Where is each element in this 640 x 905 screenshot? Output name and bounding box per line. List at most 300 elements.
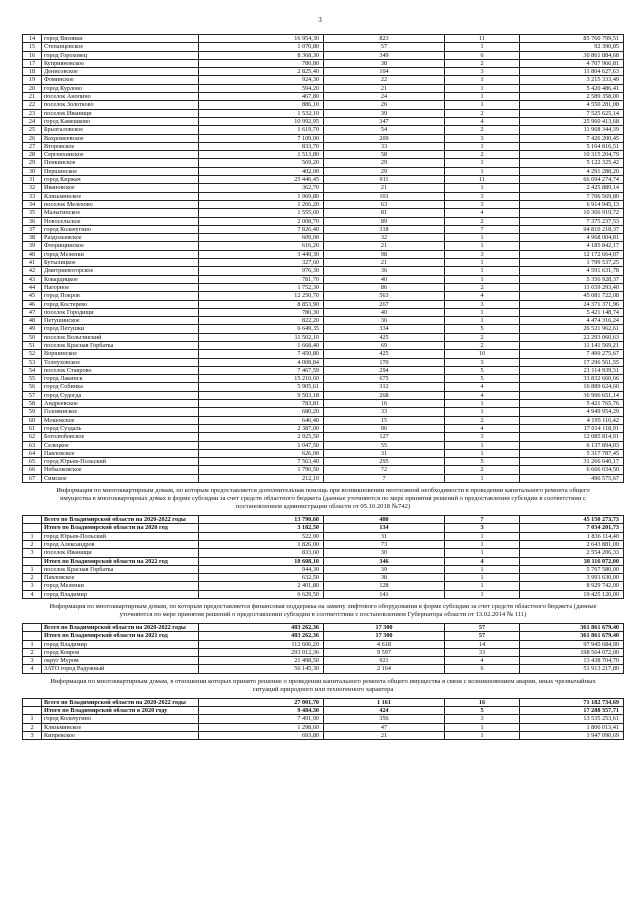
houses-count: 3 (445, 524, 520, 532)
residents-count: 318 (324, 225, 445, 233)
houses-count: 1 (445, 101, 520, 109)
houses-count: 2 (445, 217, 520, 225)
area-value: 25 446,45 (199, 176, 324, 184)
residents-count: 57 (324, 43, 445, 51)
table-row (23, 657, 624, 665)
cost-value: 4 291 288,20 (520, 167, 624, 175)
residents-count: 55 (324, 441, 445, 449)
row-number: 3 (23, 549, 42, 557)
cost-value: 12 172 664,07 (520, 250, 624, 258)
municipality-name: город Камешково (42, 117, 199, 125)
municipality-name: город Гороховец (42, 51, 199, 59)
municipality-name: Итого по Владимирской области на 2022 год (42, 557, 199, 565)
row-number (23, 707, 42, 715)
municipality-name: город Курлово (42, 84, 199, 92)
residents-count: 21 (324, 731, 445, 739)
table-row (23, 474, 624, 482)
area-value: 112 606,20 (199, 640, 324, 648)
municipality-name: поселок Ставрово (42, 366, 199, 374)
area-value: 1 790,50 (199, 466, 324, 474)
houses-count: 1 (445, 449, 520, 457)
row-number: 63 (23, 441, 42, 449)
residents-count: 911 (324, 176, 445, 184)
table-row (23, 648, 624, 656)
area-value: 27 001,70 (199, 698, 324, 706)
residents-count: 268 (324, 391, 445, 399)
houses-count: 1 (445, 275, 520, 283)
houses-count: 4 (445, 383, 520, 391)
houses-count: 1 (445, 574, 520, 582)
residents-count: 101 (324, 192, 445, 200)
houses-count: 1 (445, 43, 520, 51)
houses-count: 4 (445, 292, 520, 300)
residents-count: 31 (324, 532, 445, 540)
houses-count: 1 (445, 93, 520, 101)
municipality-name: поселок Анопино (42, 93, 199, 101)
row-number: 50 (23, 333, 42, 341)
cost-value: 10 315 204,79 (520, 151, 624, 159)
residents-count: 36 (324, 267, 445, 275)
houses-count: 5 (445, 366, 520, 374)
area-value: 362,70 (199, 184, 324, 192)
row-number: 60 (23, 416, 42, 424)
residents-count: 346 (324, 557, 445, 565)
cost-value: 5 164 816,51 (520, 142, 624, 150)
municipality-name: Всего по Владимирской области на 2020-2022 годы (42, 624, 199, 632)
residents-count: 38 (324, 574, 445, 582)
residents-count: 33 (324, 142, 445, 150)
area-value: 9 503,18 (199, 391, 324, 399)
cost-value: 25 960 413,68 (520, 117, 624, 125)
area-value: 976,30 (199, 267, 324, 275)
residents-count: 425 (324, 350, 445, 358)
section-note-1: Информация по многоквартирным домам, по которым предоставляется дополнительная помощь при возникновении неотложной необходимости в проведении капитального ремонта общего имущества в многоквартирных домах в форме субсидии за счет средств областного бюджета (данные уточняются по мере принятия решений о предоставлении субсидии в соответствии с постановлением администрации области от 05.10.2018 №742) (56, 487, 590, 511)
row-number: 55 (23, 375, 42, 383)
houses-count: 16 (445, 698, 520, 706)
row-number: 3 (23, 582, 42, 590)
cost-value: 94 810 218,37 (520, 225, 624, 233)
residents-count: 17 300 (324, 632, 445, 640)
row-number: 1 (23, 532, 42, 540)
row-number: 2 (23, 723, 42, 731)
area-value: 21 498,50 (199, 657, 324, 665)
houses-count: 4 (445, 424, 520, 432)
cost-value: 7 706 569,80 (520, 192, 624, 200)
houses-count: 1 (445, 259, 520, 267)
houses-count: 3 (445, 250, 520, 258)
houses-count: 6 (445, 665, 520, 673)
municipality-name: Раздольевское (42, 234, 199, 242)
municipality-name: город Петушки (42, 325, 199, 333)
row-number: 4 (23, 665, 42, 673)
table-row (23, 109, 624, 117)
cost-value: 2 554 206,33 (520, 549, 624, 557)
area-value: 467,80 (199, 93, 324, 101)
table-row (23, 408, 624, 416)
area-value: 402,00 (199, 167, 324, 175)
table-row (23, 549, 624, 557)
table-row (23, 84, 624, 92)
municipality-name: Новосельское (42, 217, 199, 225)
area-value: 7 467,59 (199, 366, 324, 374)
cost-value: 17 014 118,91 (520, 424, 624, 432)
area-value: 646,40 (199, 416, 324, 424)
houses-count: 6 (445, 51, 520, 59)
municipality-name: Куприяновское (42, 59, 199, 67)
cost-value: 21 114 939,31 (520, 366, 624, 374)
area-value: 1 266,20 (199, 200, 324, 208)
cost-value: 6 666 034,50 (520, 466, 624, 474)
area-value: 1 513,80 (199, 151, 324, 159)
row-number: 54 (23, 366, 42, 374)
row-number: 46 (23, 300, 42, 308)
municipality-name: Всего по Владимирской области на 2020-2022 годы (42, 698, 199, 706)
houses-count: 3 (445, 433, 520, 441)
section-table-1 (22, 515, 624, 599)
area-value: 1 619,70 (199, 126, 324, 134)
row-number: 3 (23, 657, 42, 665)
municipality-name: Пенкинское (42, 159, 199, 167)
area-value: 1 752,30 (199, 283, 324, 291)
table-row (23, 209, 624, 217)
residents-count: 347 (324, 117, 445, 125)
table-row (23, 350, 624, 358)
total-row (23, 707, 624, 715)
area-value: 822,20 (199, 317, 324, 325)
cost-value: 1 799 537,25 (520, 259, 624, 267)
table-row (23, 341, 624, 349)
houses-count: 1 (445, 731, 520, 739)
area-value: 2 401,80 (199, 582, 324, 590)
area-value: 2 008,70 (199, 217, 324, 225)
table-row (23, 93, 624, 101)
houses-count: 4 (445, 657, 520, 665)
houses-count: 1 (445, 167, 520, 175)
cost-value: 1 806 013,41 (520, 723, 624, 731)
area-value: 7 450,80 (199, 350, 324, 358)
residents-count: 334 (324, 325, 445, 333)
municipality-name: Итого по Владимирской области в 2020 году (42, 707, 199, 715)
area-value: 626,00 (199, 449, 324, 457)
table-row (23, 43, 624, 51)
residents-count: 563 (324, 292, 445, 300)
table-row (23, 590, 624, 598)
row-number (23, 524, 42, 532)
area-value: 10 608,10 (199, 557, 324, 565)
row-number: 58 (23, 400, 42, 408)
area-value: 944,30 (199, 565, 324, 573)
houses-count: 11 (445, 35, 520, 43)
municipality-name: город Кольчугино (42, 225, 199, 233)
houses-count: 1 (445, 142, 520, 150)
residents-count: 30 (324, 549, 445, 557)
residents-count: 39 (324, 565, 445, 573)
row-number: 36 (23, 217, 42, 225)
table-row (23, 383, 624, 391)
table-row (23, 317, 624, 325)
residents-count: 7 (324, 474, 445, 482)
houses-count: 3 (445, 358, 520, 366)
row-number: 3 (23, 731, 42, 739)
total-row (23, 557, 624, 565)
cost-value: 7 034 201,73 (520, 524, 624, 532)
cost-value: 17 288 357,71 (520, 707, 624, 715)
cost-value: 6 137 894,03 (520, 441, 624, 449)
residents-count: 98 (324, 250, 445, 258)
row-number (23, 557, 42, 565)
row-number: 67 (23, 474, 42, 482)
row-number: 65 (23, 458, 42, 466)
area-value: 783,81 (199, 400, 324, 408)
table-row (23, 126, 624, 134)
municipality-name: Селецкое (42, 441, 199, 449)
area-value: 483 262,36 (199, 632, 324, 640)
row-number: 16 (23, 51, 42, 59)
residents-count: 4 618 (324, 640, 445, 648)
row-number: 45 (23, 292, 42, 300)
cost-value: 17 296 561,55 (520, 358, 624, 366)
municipality-name: Симское (42, 474, 199, 482)
residents-count: 312 (324, 383, 445, 391)
cost-value: 496 575,67 (520, 474, 624, 482)
residents-count: 675 (324, 375, 445, 383)
row-number: 1 (23, 565, 42, 573)
houses-count: 5 (445, 325, 520, 333)
municipality-name: город Меленки (42, 582, 199, 590)
document-body (22, 34, 624, 740)
table-row (23, 217, 624, 225)
houses-count: 1 (445, 549, 520, 557)
row-number: 1 (23, 715, 42, 723)
houses-count: 4 (445, 209, 520, 217)
table-row (23, 731, 624, 739)
municipality-name: поселок Красная Горбатка (42, 341, 199, 349)
residents-count: 81 (324, 209, 445, 217)
cost-value: 5 317 787,45 (520, 449, 624, 457)
cost-value: 11 968 344,39 (520, 126, 624, 134)
area-value: 833,60 (199, 549, 324, 557)
houses-count: 1 (445, 582, 520, 590)
table-row (23, 159, 624, 167)
houses-count: 2 (445, 416, 520, 424)
row-number: 41 (23, 259, 42, 267)
row-number: 56 (23, 383, 42, 391)
table-row (23, 458, 624, 466)
area-value: 10 992,95 (199, 117, 324, 125)
residents-count: 36 (324, 317, 445, 325)
area-value: 680,20 (199, 408, 324, 416)
area-value: 483 262,36 (199, 624, 324, 632)
row-number: 62 (23, 433, 42, 441)
houses-count: 4 (445, 557, 520, 565)
houses-count: 7 (445, 516, 520, 524)
area-value: 13 790,60 (199, 516, 324, 524)
table-row (23, 134, 624, 142)
row-number (23, 624, 42, 632)
area-value: 7 563,40 (199, 458, 324, 466)
row-number: 15 (23, 43, 42, 51)
residents-count: 2 164 (324, 665, 445, 673)
cost-value: 45 150 273,73 (520, 516, 624, 524)
table-row (23, 540, 624, 548)
residents-count: 17 300 (324, 624, 445, 632)
municipality-name: город Александров (42, 540, 199, 548)
residents-count: 72 (324, 466, 445, 474)
residents-count: 1 161 (324, 698, 445, 706)
cost-value: 5 767 580,00 (520, 565, 624, 573)
area-value: 632,50 (199, 574, 324, 582)
municipality-name: город Костерево (42, 300, 199, 308)
area-value: 1 826,00 (199, 540, 324, 548)
table-row (23, 151, 624, 159)
houses-count: 10 (445, 350, 520, 358)
row-number: 42 (23, 267, 42, 275)
table-row (23, 333, 624, 341)
municipality-name: Ивановское (42, 184, 199, 192)
municipality-name: город Вязники (42, 35, 199, 43)
area-value: 5 905,61 (199, 383, 324, 391)
table-row (23, 167, 624, 175)
houses-count: 1 (445, 400, 520, 408)
houses-count: 1 (445, 317, 520, 325)
table-row (23, 184, 624, 192)
cost-value: 24 371 371,96 (520, 300, 624, 308)
cost-value: 11 804 627,63 (520, 68, 624, 76)
municipality-name: Вахромеевское (42, 134, 199, 142)
residents-count: 38 (324, 59, 445, 67)
residents-count: 424 (324, 707, 445, 715)
row-number: 19 (23, 76, 42, 84)
residents-count: 22 (324, 76, 445, 84)
table-row (23, 424, 624, 432)
residents-count: 89 (324, 217, 445, 225)
row-number: 64 (23, 449, 42, 457)
municipality-name: поселок Мелехово (42, 200, 199, 208)
table-row (23, 375, 624, 383)
municipality-name: Кипревское (42, 731, 199, 739)
cost-value: 6 914 945,13 (520, 200, 624, 208)
houses-count: 1 (445, 84, 520, 92)
municipality-name: Андреевское (42, 400, 199, 408)
municipality-name: город Меленки (42, 250, 199, 258)
residents-count: 294 (324, 366, 445, 374)
area-value: 15 210,60 (199, 375, 324, 383)
table-row (23, 283, 624, 291)
houses-count: 1 (445, 474, 520, 482)
total-row (23, 632, 624, 640)
municipality-name: поселок Городищи (42, 308, 199, 316)
row-number: 30 (23, 167, 42, 175)
municipality-name: Всего по Владимирской области на 2020-2022 годы (42, 516, 199, 524)
area-value: 780,80 (199, 59, 324, 67)
row-number: 35 (23, 209, 42, 217)
area-value: 693,80 (199, 731, 324, 739)
table-row (23, 358, 624, 366)
row-number: 34 (23, 200, 42, 208)
area-value: 569,20 (199, 159, 324, 167)
houses-count: 2 (445, 283, 520, 291)
cost-value: 33 832 660,66 (520, 375, 624, 383)
houses-count: 2 (445, 109, 520, 117)
area-value: 7 491,90 (199, 715, 324, 723)
table-row (23, 101, 624, 109)
municipality-name: город Кольчугино (42, 715, 199, 723)
houses-count: 2 (445, 126, 520, 134)
houses-count: 4 (445, 391, 520, 399)
cost-value: 22 293 060,63 (520, 333, 624, 341)
table-row (23, 275, 624, 283)
houses-count: 2 (445, 341, 520, 349)
municipality-name: Боголюбовское (42, 433, 199, 441)
residents-count: 128 (324, 582, 445, 590)
municipality-name: Павловское (42, 449, 199, 457)
area-value: 6 629,50 (199, 590, 324, 598)
cost-value: 36 996 651,14 (520, 391, 624, 399)
cost-value: 11 141 569,21 (520, 341, 624, 349)
municipality-name: город Лакинск (42, 375, 199, 383)
table-row (23, 715, 624, 723)
cost-value: 26 521 962,61 (520, 325, 624, 333)
table-row (23, 441, 624, 449)
row-number: 18 (23, 68, 42, 76)
cost-value: 3 215 333,49 (520, 76, 624, 84)
residents-count: 73 (324, 540, 445, 548)
houses-count: 1 (445, 590, 520, 598)
municipality-name: город Владимир (42, 640, 199, 648)
cost-value: 5 356 928,37 (520, 275, 624, 283)
cost-value: 7 525 625,14 (520, 109, 624, 117)
area-value: 7 109,90 (199, 134, 324, 142)
row-number: 27 (23, 142, 42, 150)
municipality-name: Сергеихинское (42, 151, 199, 159)
cost-value: 361 861 679,40 (520, 624, 624, 632)
residents-count: 40 (324, 308, 445, 316)
row-number: 57 (23, 391, 42, 399)
area-value: 833,70 (199, 142, 324, 150)
row-number: 4 (23, 590, 42, 598)
residents-count: 47 (324, 723, 445, 731)
area-value: 1 070,80 (199, 43, 324, 51)
table-row (23, 292, 624, 300)
table-row (23, 176, 624, 184)
row-number: 33 (23, 192, 42, 200)
houses-count: 3 (445, 715, 520, 723)
area-value: 212,10 (199, 474, 324, 482)
row-number: 49 (23, 325, 42, 333)
page-number: 3 (318, 16, 322, 24)
area-value: 56 145,30 (199, 665, 324, 673)
table-row (23, 565, 624, 573)
row-number: 29 (23, 159, 42, 167)
municipality-name: поселок Золотково (42, 101, 199, 109)
table-row (23, 391, 624, 399)
section-note-2: Информация по многоквартирным домам, по которым предоставляется финансовая поддержка на замену лифтового оборудования в форме субсидии за счет средств областного бюджета (данные уточняются по мере принятия решений о предоставлении субсидии в соответствии с постановлением Губернатора области от 13.02.2014 № 111) (49, 603, 597, 618)
houses-count: 57 (445, 632, 520, 640)
houses-count: 2 (445, 151, 520, 159)
municipality-name: Дмитриевогорское (42, 267, 199, 275)
residents-count: 54 (324, 126, 445, 134)
area-value: 1 555,60 (199, 209, 324, 217)
table-row (23, 117, 624, 125)
houses-count: 1 (445, 540, 520, 548)
houses-count: 11 (445, 176, 520, 184)
table-row (23, 574, 624, 582)
table-row (23, 640, 624, 648)
row-number: 39 (23, 242, 42, 250)
area-value: 1 532,10 (199, 109, 324, 117)
row-number: 40 (23, 250, 42, 258)
total-row (23, 698, 624, 706)
